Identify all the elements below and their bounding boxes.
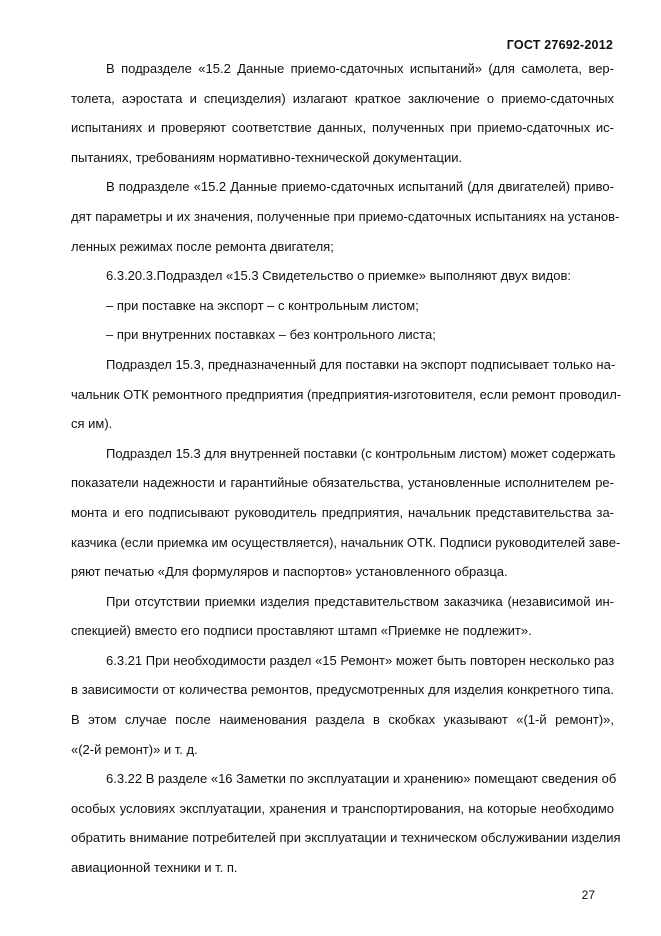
text-line: 6.3.22 В разделе «16 Заметки по эксплуатации и хранению» помещают сведения об	[106, 771, 617, 787]
doc-header-code: ГОСТ 27692-2012	[506, 38, 613, 52]
list-item: – при внутренних поставках – без контрольного листа;	[106, 327, 436, 343]
text-line: показатели надежности и гарантийные обязательства, установленные исполнителем ре-	[71, 475, 614, 491]
text-line: испытаниях и проверяют соответствие данных, полученных при приемо-сдаточных ис-	[71, 120, 614, 136]
text-line: «(2-й ремонт)» и т. д.	[71, 741, 198, 757]
text-line: В подразделе «15.2 Данные приемо-сдаточных испытаний (для двигателей) приво-	[106, 179, 614, 195]
text-line: При отсутствии приемки изделия представительством заказчика (независимой ин-	[106, 593, 614, 609]
text-line: Подраздел 15.3, предназначенный для поставки на экспорт подписывает только на-	[106, 356, 616, 372]
text-line: в зависимости от количества ремонтов, предусмотренных для изделия конкретного типа.	[71, 682, 614, 698]
text-line: ряют печатью «Для формуляров и паспортов» установленного образца.	[71, 564, 508, 580]
text-line: 6.3.20.3.Подраздел «15.3 Свидетельство о приемке» выполняют двух видов:	[106, 268, 571, 284]
text-line: толета, аэростата и специзделия) излагают краткое заключение о приемо-сдаточных	[71, 90, 614, 106]
text-line: ленных режимах после ремонта двигателя;	[71, 238, 334, 254]
text-line: 6.3.21 При необходимости раздел «15 Ремонт» может быть повторен несколько раз	[106, 652, 615, 668]
text-line: ся им).	[71, 416, 113, 432]
text-line: спекцией) вместо его подписи проставляют штамп «Приемке не подлежит».	[71, 623, 532, 639]
text-line: Подраздел 15.3 для внутренней поставки (с контрольным листом) может содержать	[106, 445, 616, 461]
text-line: особых условиях эксплуатации, хранения и транспортирования, на которые необходимо	[71, 800, 614, 816]
text-line: пытаниях, требованиям нормативно-технической документации.	[71, 149, 463, 165]
text-line: В этом случае после наименования раздела в скобках указывают «(1-й ремонт)»,	[71, 712, 614, 728]
text-line: дят параметры и их значения, полученные при приемо-сдаточных испытаниях на установ-	[71, 208, 620, 224]
text-line: В подразделе «15.2 Данные приемо-сдаточных испытаний» (для самолета, вер-	[106, 61, 614, 76]
text-line: казчика (если приемка им осуществляется), начальник ОТК. Подписи руководителей заве-	[71, 534, 621, 550]
text-line: чальник ОТК ремонтного предприятия (предприятия-изготовителя, если ремонт проводил-	[71, 386, 622, 402]
text-line: монта и его подписывают руководитель предприятия, начальник представительства за-	[71, 504, 614, 520]
page-number: 27	[581, 888, 595, 902]
text-line: обратить внимание потребителей при эксплуатации и техническом обслуживании изделия	[71, 830, 621, 846]
list-item: – при поставке на экспорт – с контрольным листом;	[106, 297, 419, 313]
text-line: авиационной техники и т. п.	[71, 860, 238, 876]
body-text	[71, 60, 622, 889]
